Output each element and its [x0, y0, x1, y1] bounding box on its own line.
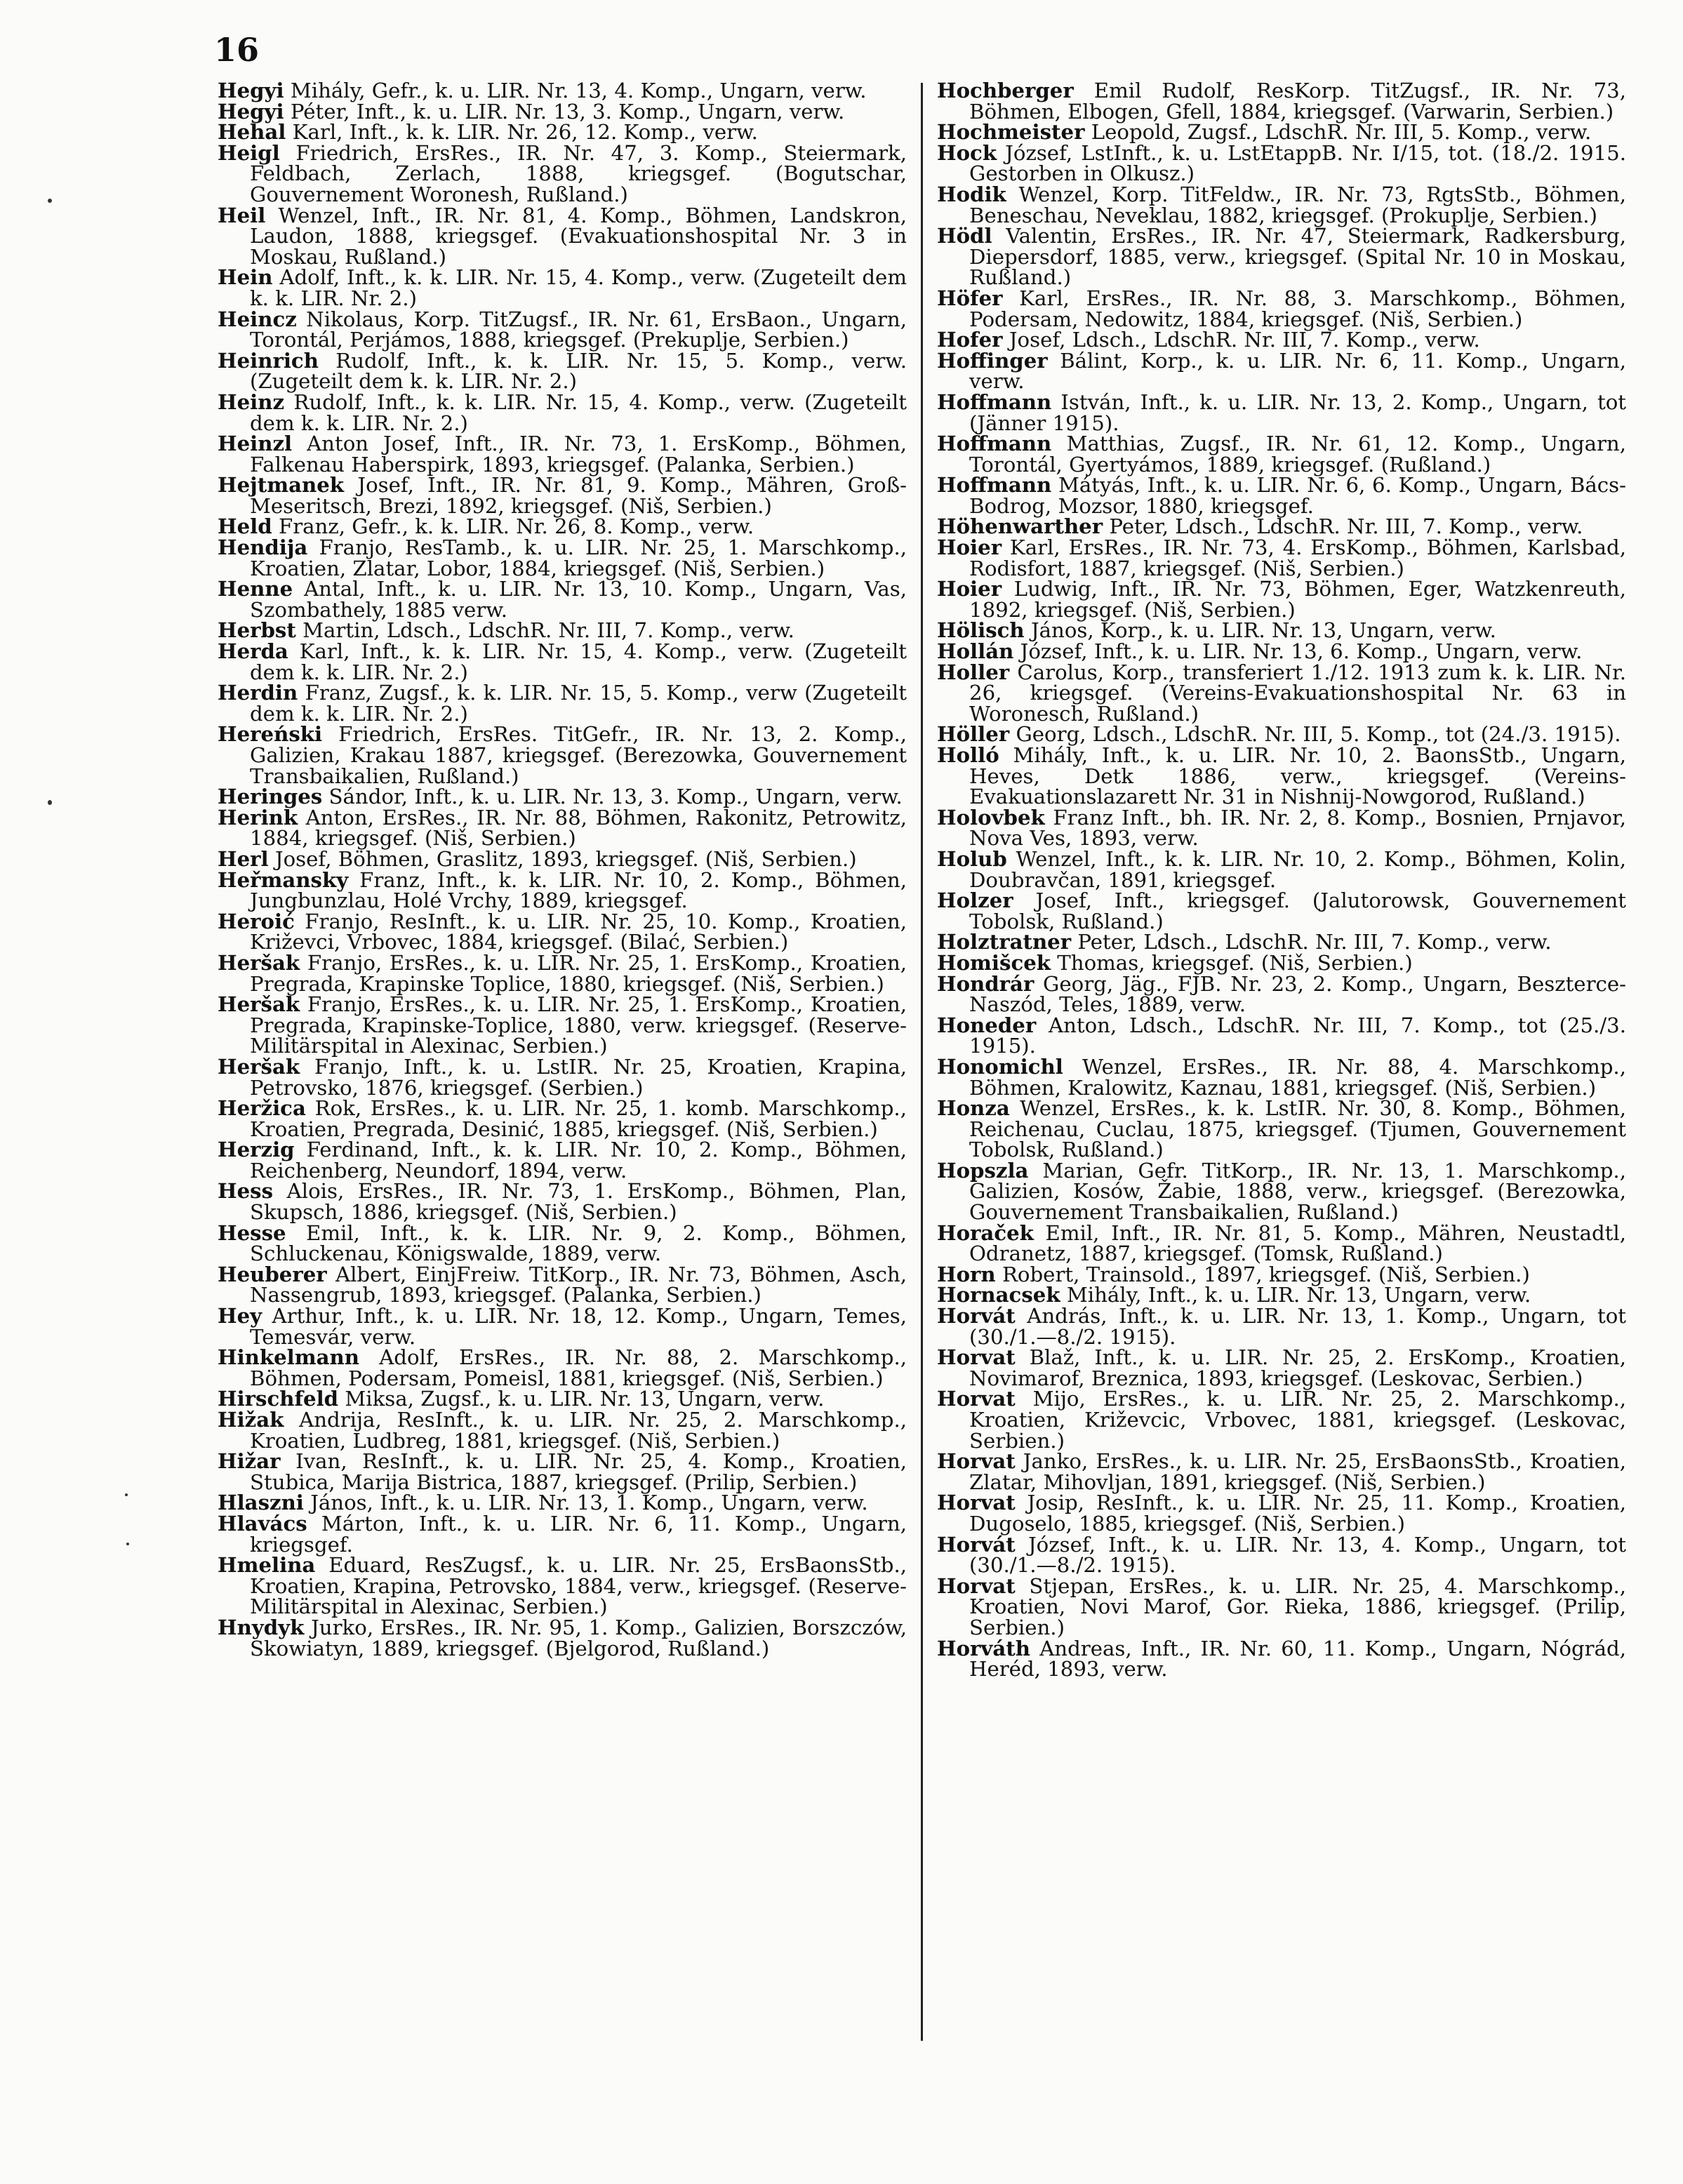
register-entry [937, 1054, 1626, 1100]
entry-details: Eduard, ResZugsf., k. u. LIR. Nr. 25, ErsBaonsStb., Kroatien, Krapina, Petrovsko, 1884, verw., kriegsgef. (Reserve-Militärspital in Alexinac, Serbien.) [250, 1553, 907, 1619]
register-entry [218, 994, 907, 1057]
entry-details: Rok, ErsRes., k. u. LIR. Nr. 25, 1. komb. Marschkomp., Kroatien, Pregrada, Desinić, 1885, kriegsgef. (Niš, Serbien.) [250, 1096, 907, 1141]
entry-details: Mihály, Gefr., k. u. LIR. Nr. 13, 4. Komp., Ungarn, verw. [290, 79, 867, 102]
entry-details: Mihály, Inft., k. u. LIR. Nr. 10, 2. BaonsStb., Ungarn, Heves, Detk 1886, verw., kriegsgef. (Vereins-Evakuationslazarett Nr. 31 in Nishnij-Nowgorod, Rußland.) [969, 743, 1626, 809]
register-entry [218, 1262, 907, 1307]
entry-details: Franz, Zugsf., k. k. LIR. Nr. 15, 5. Komp., verw (Zugeteilt dem k. k. LIR. Nr. 2.) [250, 681, 907, 726]
entry-surname: Horvát [937, 1304, 1016, 1329]
register-entry [218, 1389, 907, 1410]
register-entry [218, 140, 907, 206]
entry-surname: Horvat [937, 1449, 1016, 1474]
register-entry [218, 950, 907, 996]
register-entry [937, 932, 1626, 953]
entry-details: Miksa, Zugsf., k. u. LIR. Nr. 13, Ungarn, verw. [345, 1387, 825, 1411]
page-number: 16 [214, 31, 260, 69]
entry-details: Karl, Inft., k. k. LIR. Nr. 15, 4. Komp., verw. (Zugeteilt dem k. k. LIR. Nr. 2.) [250, 639, 907, 684]
entry-details: Péter, Inft., k. u. LIR. Nr. 13, 3. Komp., Ungarn, verw. [290, 99, 845, 124]
entry-details: Josef, Ldsch., LdschR. Nr. III, 7. Komp., verw. [1009, 328, 1480, 352]
entry-surname: Holztratner [937, 930, 1072, 954]
entry-surname: Heil [218, 203, 266, 227]
entry-surname: Hölisch [937, 618, 1025, 643]
entry-details: Wenzel, Inft., k. k. LIR. Nr. 10, 2. Komp., Böhmen, Kolin, Doubravčan, 1891, kriegsgef. [969, 846, 1626, 892]
register-entry [937, 1636, 1626, 1682]
entry-surname: Hižak [218, 1408, 284, 1432]
entry-surname: Held [218, 514, 272, 539]
entry-details: Thomas, kriegsgef. (Niš, Serbien.) [1057, 950, 1413, 975]
entry-surname: Hochmeister [937, 120, 1085, 145]
entry-details: Jurko, ErsRes., IR. Nr. 95, 1. Komp., Galizien, Borszczów, Skowiatyn, 1889, kriegsgef. (Bjelgorod, Rußland.) [250, 1615, 907, 1660]
entry-surname: Herda [218, 639, 288, 664]
entry-details: Josef, Inft., kriegsgef. (Jalutorowsk, Gouvernement Tobolsk, Rußland.) [969, 888, 1626, 933]
register-entry [218, 475, 907, 517]
entry-details: Franjo, Inft., k. u. LstIR. Nr. 25, Kroatien, Krapina, Petrovsko, 1876, kriegsgef. (Serbien.) [250, 1054, 907, 1100]
entry-surname: Hegyi [218, 79, 284, 102]
register-entry [218, 846, 907, 871]
register-entry [218, 909, 907, 954]
entry-surname: Holler [937, 660, 1010, 684]
register-entry [218, 434, 907, 475]
entry-surname: Honza [937, 1096, 1010, 1121]
entry-surname: Hlaszni [218, 1491, 304, 1515]
entry-surname: Honeder [937, 1013, 1037, 1037]
entry-surname: Heroić [218, 909, 295, 933]
register-entry [937, 745, 1626, 808]
entry-details: Carolus, Korp., transferiert 1./12. 1913 zum k. k. LIR. Nr. 26, kriegsgef. (Vereins-Evakuationshospital Nr. 63 in Woronesch, Rußland.) [969, 660, 1626, 726]
entry-surname: Heringes [218, 785, 323, 809]
entry-details: Márton, Inft., k. u. LIR. Nr. 6, 11. Komp., Ungarn, kriegsgef. [250, 1511, 907, 1557]
entry-surname: Hmelina [218, 1553, 316, 1578]
entry-details: Martin, Ldsch., LdschR. Nr. III, 7. Komp., verw. [302, 618, 794, 643]
register-entry [937, 662, 1626, 725]
entry-details: Bálint, Korp., k. u. LIR. Nr. 6, 11. Komp., Ungarn, verw. [969, 348, 1626, 394]
entry-surname: Homišcek [937, 950, 1051, 975]
entry-details: Anton, ErsRes., IR. Nr. 88, Böhmen, Rakonitz, Petrowitz, 1884, kriegsgef. (Niš, Serbien.) [250, 805, 907, 851]
entry-details: Marian, Gefr. TitKorp., IR. Nr. 13, 1. Marschkomp., Galizien, Kosów, Žabie, 1888, verw., kriegsgef. (Berezowka, Gouvernement Transbaikalien, Rußland.) [969, 1158, 1626, 1225]
entry-surname: Hoier [937, 577, 1002, 601]
entry-details: Ferdinand, Inft., k. k. LIR. Nr. 10, 2. Komp., Böhmen, Reichenberg, Neundorf, 1894, verw. [250, 1138, 907, 1183]
register-entry [218, 99, 907, 124]
register-entry [937, 182, 1627, 227]
entry-details: Franz, Gefr., k. k. LIR. Nr. 26, 8. Komp., verw. [278, 514, 754, 539]
entry-surname: Herdin [218, 681, 298, 705]
entry-details: Franjo, ErsRes., k. u. LIR. Nr. 25, 1. ErsKomp., Kroatien, Pregrada, Krapinske Toplice, 1880, kriegsgef. (Niš, Serbien.) [250, 950, 907, 996]
entry-details: Josef, Inft., IR. Nr. 81, 9. Komp., Mähren, Groß-Meseritsch, Brezi, 1892, kriegsgef. (Niš, Serbien.) [250, 473, 907, 518]
entry-details: Alois, ErsRes., IR. Nr. 73, 1. ErsKomp., Böhmen, Plan, Skupsch, 1886, kriegsgef. (Niš, Serbien.) [250, 1179, 907, 1225]
register-entry [937, 620, 1626, 641]
entry-surname: Holub [937, 846, 1007, 871]
entry-details: Franjo, ResTamb., k. u. LIR. Nr. 25, 1. Marschkomp., Kroatien, Zlatar, Lobor, 1884, kriegsgef. (Niš, Serbien.) [250, 535, 907, 580]
entry-surname: Hoffmann [937, 432, 1052, 456]
register-entry [937, 1285, 1626, 1306]
entry-surname: Heincz [218, 307, 297, 331]
entry-details: Wenzel, ErsRes., IR. Nr. 88, 4. Marschkomp., Böhmen, Kralowitz, Kaznau, 1881, kriegsgef. (Niš, Serbien.) [969, 1054, 1626, 1100]
register-entry [218, 805, 907, 851]
entry-surname: Hey [218, 1304, 262, 1329]
register-entry [937, 1158, 1626, 1225]
register-entry [218, 787, 907, 808]
entry-surname: Heřmansky [218, 867, 349, 892]
entry-details: Mijo, ErsRes., k. u. LIR. Nr. 25, 2. Marschkomp., Kroatien, Križevcic, Vrbovec, 1881, kriegsgef. (Leskovac, Serbien.) [969, 1387, 1627, 1453]
register-entry [937, 579, 1626, 620]
entry-surname: Heršak [218, 950, 300, 975]
entry-details: Franjo, ResInft., k. u. LIR. Nr. 25, 10. Komp., Kroatien, Križevci, Vrbovec, 1884, kriegsgef. (Bilać, Serbien.) [250, 909, 907, 954]
register-entry [218, 724, 907, 787]
entry-details: Georg, Ldsch., LdschR. Nr. III, 5. Komp., tot (24./3. 1915). [1016, 722, 1621, 747]
entry-details: Karl, ErsRes., IR. Nr. 88, 3. Marschkomp., Böhmen, Podersam, Nedowitz, 1884, kriegsgef. (Niš, Serbien.) [969, 286, 1627, 331]
register-entry [937, 348, 1626, 394]
entry-surname: Hoier [937, 535, 1002, 560]
entry-details: Franz Inft., bh. IR. Nr. 2, 8. Komp., Bosnien, Prnjavor, Nova Ves, 1893, verw. [969, 805, 1626, 851]
register-entry [218, 309, 907, 351]
register-entry [218, 683, 907, 724]
register-entry [937, 226, 1626, 288]
entry-surname: Heršak [218, 992, 300, 1017]
entry-surname: Hofer [937, 328, 1003, 352]
register-entry [218, 203, 907, 269]
register-entry [218, 1555, 907, 1618]
entry-surname: Horvat [937, 1491, 1016, 1515]
entry-surname: Henne [218, 577, 293, 601]
entry-details: Adolf, ErsRes., IR. Nr. 88, 2. Marschkomp., Böhmen, Podersam, Pomeisl, 1881, kriegsgef. (Niš, Serbien.) [250, 1345, 907, 1390]
register-entry [937, 1220, 1627, 1266]
entry-details: József, LstInft., k. u. LstEtappB. Nr. I/15, tot. (18./2. 1915. Gestorben in Olkusz.) [969, 140, 1627, 186]
entry-details: Anton, Ldsch., LdschR. Nr. III, 7. Komp., tot (25./3. 1915). [969, 1013, 1627, 1058]
entry-details: Wenzel, Inft., IR. Nr. 81, 4. Komp., Böhmen, Landskron, Laudon, 1888, kriegsgef. (Evakuationshospital Nr. 3 in Moskau, Rußland.) [250, 203, 907, 269]
entry-surname: Hondrár [937, 971, 1035, 996]
entry-details: Stjepan, ErsRes., k. u. LIR. Nr. 25, 4. Marschkomp., Kroatien, Novi Marof, Gor. Rieka, 1886, kriegsgef. (Prilip, Serbien.) [969, 1573, 1626, 1639]
entry-details: Sándor, Inft., k. u. LIR. Nr. 13, 3. Komp., Ungarn, verw. [328, 785, 903, 809]
register-entry [218, 1306, 907, 1347]
entry-details: Ivan, ResInft., k. u. LIR. Nr. 25, 4. Komp., Kroatien, Stubica, Marija Bistrica, 1887, kriegsgef. (Prilip, Serbien.) [250, 1449, 907, 1494]
register-entry [937, 1573, 1626, 1639]
register-entry [937, 514, 1626, 539]
entry-surname: Heuberer [218, 1262, 327, 1286]
entry-details: Adolf, Inft., k. k. LIR. Nr. 15, 4. Komp., verw. (Zugeteilt dem k. k. LIR. Nr. 2.) [250, 265, 907, 310]
register-entry [937, 288, 1626, 330]
register-entry [218, 389, 907, 435]
entry-surname: Herink [218, 805, 298, 830]
margin-speck [48, 800, 52, 805]
entry-surname: Horvát [937, 1532, 1016, 1557]
column-divider [921, 83, 923, 2041]
register-entry [218, 620, 907, 641]
entry-surname: Hendija [218, 535, 308, 560]
entry-surname: Hirschfeld [218, 1387, 339, 1411]
register-entry [937, 1013, 1627, 1058]
register-entry [937, 475, 1626, 517]
register-entry [937, 140, 1627, 186]
entry-details: Janko, ErsRes., k. u. LIR. Nr. 25, ErsBaonsStb., Kroatien, Zlatar, Mihovljan, 1891, kriegsgef. (Niš, Serbien.) [969, 1449, 1626, 1494]
entry-details: Wenzel, ErsRes., k. k. LstIR. Nr. 30, 8. Komp., Böhmen, Reichenau, Cuclau, 1875, kriegsgef. (Tjumen, Gouvernement Tobolsk, Rußland.) [969, 1096, 1626, 1162]
register-entry [937, 434, 1626, 475]
register-entry [937, 1451, 1626, 1493]
entry-surname: Hehal [218, 120, 286, 145]
entry-details: János, Inft., k. u. LIR. Nr. 13, 1. Komp., Ungarn, verw. [310, 1491, 868, 1515]
register-entry [937, 535, 1626, 580]
left-column [218, 81, 907, 1659]
entry-details: Friedrich, ErsRes., IR. Nr. 47, 3. Komp., Steiermark, Feldbach, Zerlach, 1888, kriegsgef. (Bogutschar, Gouvernement Woronesh, Rußland.) [250, 140, 907, 206]
register-entry [218, 81, 907, 102]
entry-details: Albert, EinjFreiw. TitKorp., IR. Nr. 73, Böhmen, Asch, Nassengrub, 1893, kriegsgef. (Palanka, Serbien.) [250, 1262, 907, 1307]
entry-details: Karl, ErsRes., IR. Nr. 73, 4. ErsKomp., Böhmen, Karlsbad, Rodisfort, 1887, kriegsgef. (Niš, Serbien.) [969, 535, 1626, 580]
entry-surname: Horvat [937, 1345, 1016, 1370]
entry-surname: Heigl [218, 140, 280, 165]
register-entry [937, 1306, 1626, 1347]
entry-surname: Hoffmann [937, 473, 1052, 498]
register-entry [218, 579, 907, 620]
register-entry [937, 846, 1626, 892]
entry-surname: Hoffmann [937, 389, 1052, 414]
right-column [937, 81, 1626, 1680]
entry-surname: Heinrich [218, 348, 319, 373]
entry-surname: Heršak [218, 1054, 300, 1079]
entry-details: Peter, Ldsch., LdschR. Nr. III, 7. Komp., verw. [1109, 514, 1583, 539]
entry-surname: Hodik [937, 182, 1006, 206]
margin-speck [126, 1543, 129, 1545]
entry-details: Valentin, ErsRes., IR. Nr. 47, Steiermark, Radkersburg, Diepersdorf, 1885, verw., kriegsgef. (Spital Nr. 10 in Moskau, Rußland.) [969, 224, 1626, 290]
entry-details: Rudolf, Inft., k. k. LIR. Nr. 15, 5. Komp., verw. (Zugeteilt dem k. k. LIR. Nr. 2.) [250, 348, 907, 394]
entry-details: János, Korp., k. u. LIR. Nr. 13, Ungarn, verw. [1030, 618, 1496, 643]
entry-surname: Hejtmanek [218, 473, 344, 498]
entry-surname: Heinzl [218, 432, 293, 456]
entry-details: Andreas, Inft., IR. Nr. 60, 11. Komp., Ungarn, Nógrád, Heréd, 1893, verw. [969, 1636, 1626, 1682]
entry-details: Nikolaus, Korp. TitZugsf., IR. Nr. 61, ErsBaon., Ungarn, Torontál, Perjámos, 1888, kriegsgef. (Prekuplje, Serbien.) [250, 307, 907, 352]
register-entry [937, 1347, 1626, 1389]
entry-details: Josip, ResInft., k. u. LIR. Nr. 25, 11. Komp., Kroatien, Dugoselo, 1885, kriegsgef. (Niš, Serbien.) [969, 1491, 1627, 1536]
entry-surname: Holzer [937, 888, 1013, 913]
entry-surname: Horaček [937, 1220, 1034, 1245]
entry-details: Georg, Jäg., FJB. Nr. 23, 2. Komp., Ungarn, Beszterce-Naszód, Teles, 1889, verw. [969, 971, 1627, 1017]
entry-surname: Horn [937, 1262, 996, 1286]
entry-details: Emil, Inft., k. k. LIR. Nr. 9, 2. Komp., Böhmen, Schluckenau, Königswalde, 1889, verw. [250, 1220, 907, 1266]
register-entry [937, 950, 1626, 975]
entry-details: Wenzel, Korp. TitFeldw., IR. Nr. 73, RgtsStb., Böhmen, Beneschau, Neveklau, 1882, kriegsgef. (Prokuplje, Serbien.) [969, 182, 1627, 227]
entry-surname: Hopszla [937, 1158, 1029, 1183]
register-entry [218, 348, 907, 394]
register-entry [218, 514, 907, 539]
register-entry [937, 330, 1626, 351]
entry-details: Blaž, Inft., k. u. LIR. Nr. 25, 2. ErsKomp., Kroatien, Novimarof, Breznica, 1893, kriegsgef. (Leskovac, Serbien.) [969, 1345, 1626, 1390]
entry-surname: Hereński [218, 722, 323, 747]
entry-details: Mátyás, Inft., k. u. LIR. Nr. 6, 6. Komp., Ungarn, Bács-Bodrog, Mozsor, 1880, kriegsgef. [969, 473, 1626, 518]
entry-details: István, Inft., k. u. LIR. Nr. 13, 2. Komp., Ungarn, tot (Jänner 1915). [969, 389, 1627, 435]
register-entry [937, 971, 1627, 1017]
entry-details: Ludwig, Inft., IR. Nr. 73, Böhmen, Eger, Watzkenreuth, 1892, kriegsgef. (Niš, Serbien.) [969, 577, 1626, 622]
entry-surname: Hlavács [218, 1511, 307, 1536]
entry-details: Karl, Inft., k. k. LIR. Nr. 26, 12. Komp., verw. [292, 120, 758, 145]
register-entry [937, 1532, 1626, 1578]
entry-details: Franz, Inft., k. k. LIR. Nr. 10, 2. Komp., Böhmen, Jungbunzlau, Holé Vrchy, 1889, kriegsgef. [250, 867, 907, 913]
register-entry [218, 1181, 907, 1223]
register-entry [937, 1098, 1626, 1161]
register-entry [937, 888, 1626, 933]
entry-details: Arthur, Inft., k. u. LIR. Nr. 18, 12. Komp., Ungarn, Temes, Temesvár, verw. [250, 1304, 907, 1349]
entry-surname: Holló [937, 743, 999, 767]
entry-details: Franjo, ErsRes., k. u. LIR. Nr. 25, 1. ErsKomp., Kroatien, Pregrada, Krapinske-Toplice, 1880, verw. kriegsgef. (Reserve-Militärspital in Alexinac, Serbien.) [250, 992, 907, 1058]
entry-details: Antal, Inft., k. u. LIR. Nr. 13, 10. Komp., Ungarn, Vas, Szombathely, 1885 verw. [250, 577, 907, 622]
entry-surname: Horváth [937, 1636, 1030, 1660]
register-entry [218, 535, 907, 580]
margin-speck [125, 1493, 128, 1496]
entry-surname: Hižar [218, 1449, 281, 1474]
register-entry [937, 389, 1627, 435]
register-entry [218, 1493, 907, 1514]
entry-surname: Höhenwarther [937, 514, 1103, 539]
entry-surname: Holovbek [937, 805, 1045, 830]
register-entry [218, 1347, 907, 1389]
entry-surname: Hinkelmann [218, 1345, 360, 1370]
entry-surname: Hnydyk [218, 1615, 305, 1639]
entry-details: Robert, Trainsold., 1897, kriegsgef. (Niš, Serbien.) [1002, 1262, 1530, 1286]
entry-details: József, Inft., k. u. LIR. Nr. 13, 4. Komp., Ungarn, tot (30./1.—8./2. 1915). [969, 1532, 1626, 1578]
entry-details: Rudolf, Inft., k. k. LIR. Nr. 15, 4. Komp., verw. (Zugeteilt dem k. k. LIR. Nr. 2.) [250, 389, 907, 435]
entry-surname: Heržica [218, 1096, 306, 1121]
entry-surname: Horvat [937, 1573, 1016, 1598]
register-entry [937, 1389, 1626, 1451]
register-entry [937, 724, 1626, 745]
register-entry [218, 867, 907, 913]
entry-surname: Herzig [218, 1138, 295, 1162]
entry-surname: Hollán [937, 639, 1014, 664]
entry-surname: Hoffinger [937, 348, 1048, 373]
entry-details: Peter, Ldsch., LdschR. Nr. III, 7. Komp., verw. [1077, 930, 1552, 954]
register-entry [218, 1098, 907, 1140]
register-entry [937, 1493, 1626, 1534]
entry-surname: Horvat [937, 1387, 1016, 1411]
register-entry [218, 1220, 907, 1266]
entry-details: András, Inft., k. u. LIR. Nr. 13, 1. Komp., Ungarn, tot (30./1.—8./2. 1915). [969, 1304, 1627, 1349]
entry-surname: Hegyi [218, 99, 284, 124]
margin-speck [48, 199, 52, 203]
entry-surname: Herbst [218, 618, 296, 643]
register-entry [218, 1511, 907, 1557]
entry-details: Matthias, Zugsf., IR. Nr. 61, 12. Komp., Ungarn, Torontál, Gyertyámos, 1889, kriegsgef. (Rußland.) [969, 432, 1626, 477]
entry-surname: Hochberger [937, 79, 1074, 102]
register-entry [937, 122, 1626, 143]
entry-surname: Honomichl [937, 1054, 1063, 1079]
register-entry [218, 1140, 907, 1181]
register-entry [937, 641, 1626, 662]
register-entry [218, 641, 907, 683]
entry-surname: Höller [937, 722, 1010, 747]
register-entry [218, 267, 907, 309]
entry-details: Leopold, Zugsf., LdschR. Nr. III, 5. Komp., verw. [1091, 120, 1592, 145]
entry-surname: Hein [218, 265, 273, 290]
entry-details: Emil Rudolf, ResKorp. TitZugsf., IR. Nr. 73, Böhmen, Elbogen, Gfell, 1884, kriegsgef. (Varwarin, Serbien.) [969, 79, 1626, 124]
entry-surname: Hesse [218, 1220, 286, 1245]
entry-surname: Hornacsek [937, 1283, 1060, 1307]
register-entry [937, 805, 1626, 851]
register-entry [218, 122, 907, 143]
register-entry [218, 1410, 907, 1451]
entry-details: Friedrich, ErsRes. TitGefr., IR. Nr. 13, 2. Komp., Galizien, Krakau 1887, kriegsgef. (Berezowka, Gouvernement Transbaikalien, Rußland.) [250, 722, 907, 788]
entry-details: Mihály, Inft., k. u. LIR. Nr. 13, Ungarn, verw. [1066, 1283, 1531, 1307]
entry-details: Emil, Inft., IR. Nr. 81, 5. Komp., Mähren, Neustadtl, Odranetz, 1887, kriegsgef. (Tomsk, Rußland.) [969, 1220, 1627, 1266]
register-entry [937, 1262, 1626, 1286]
register-entry [218, 1054, 907, 1100]
entry-surname: Herl [218, 846, 269, 871]
register-entry [937, 81, 1626, 122]
register-entry [218, 1615, 907, 1660]
entry-surname: Hock [937, 140, 997, 165]
entry-details: József, Inft., k. u. LIR. Nr. 13, 6. Komp., Ungarn, verw. [1020, 639, 1583, 664]
entry-surname: Hess [218, 1179, 274, 1204]
entry-details: Andrija, ResInft., k. u. LIR. Nr. 25, 2. Marschkomp., Kroatien, Ludbreg, 1881, kriegsgef. (Niš, Serbien.) [250, 1408, 907, 1453]
entry-details: Josef, Böhmen, Graslitz, 1893, kriegsgef. (Niš, Serbien.) [274, 846, 857, 871]
entry-surname: Hödl [937, 224, 992, 248]
entry-surname: Höfer [937, 286, 1003, 310]
register-entry [218, 1451, 907, 1493]
entry-surname: Heinz [218, 389, 285, 414]
entry-details: Anton Josef, Inft., IR. Nr. 73, 1. ErsKomp., Böhmen, Falkenau Haberspirk, 1893, kriegsgef. (Palanka, Serbien.) [250, 432, 907, 477]
